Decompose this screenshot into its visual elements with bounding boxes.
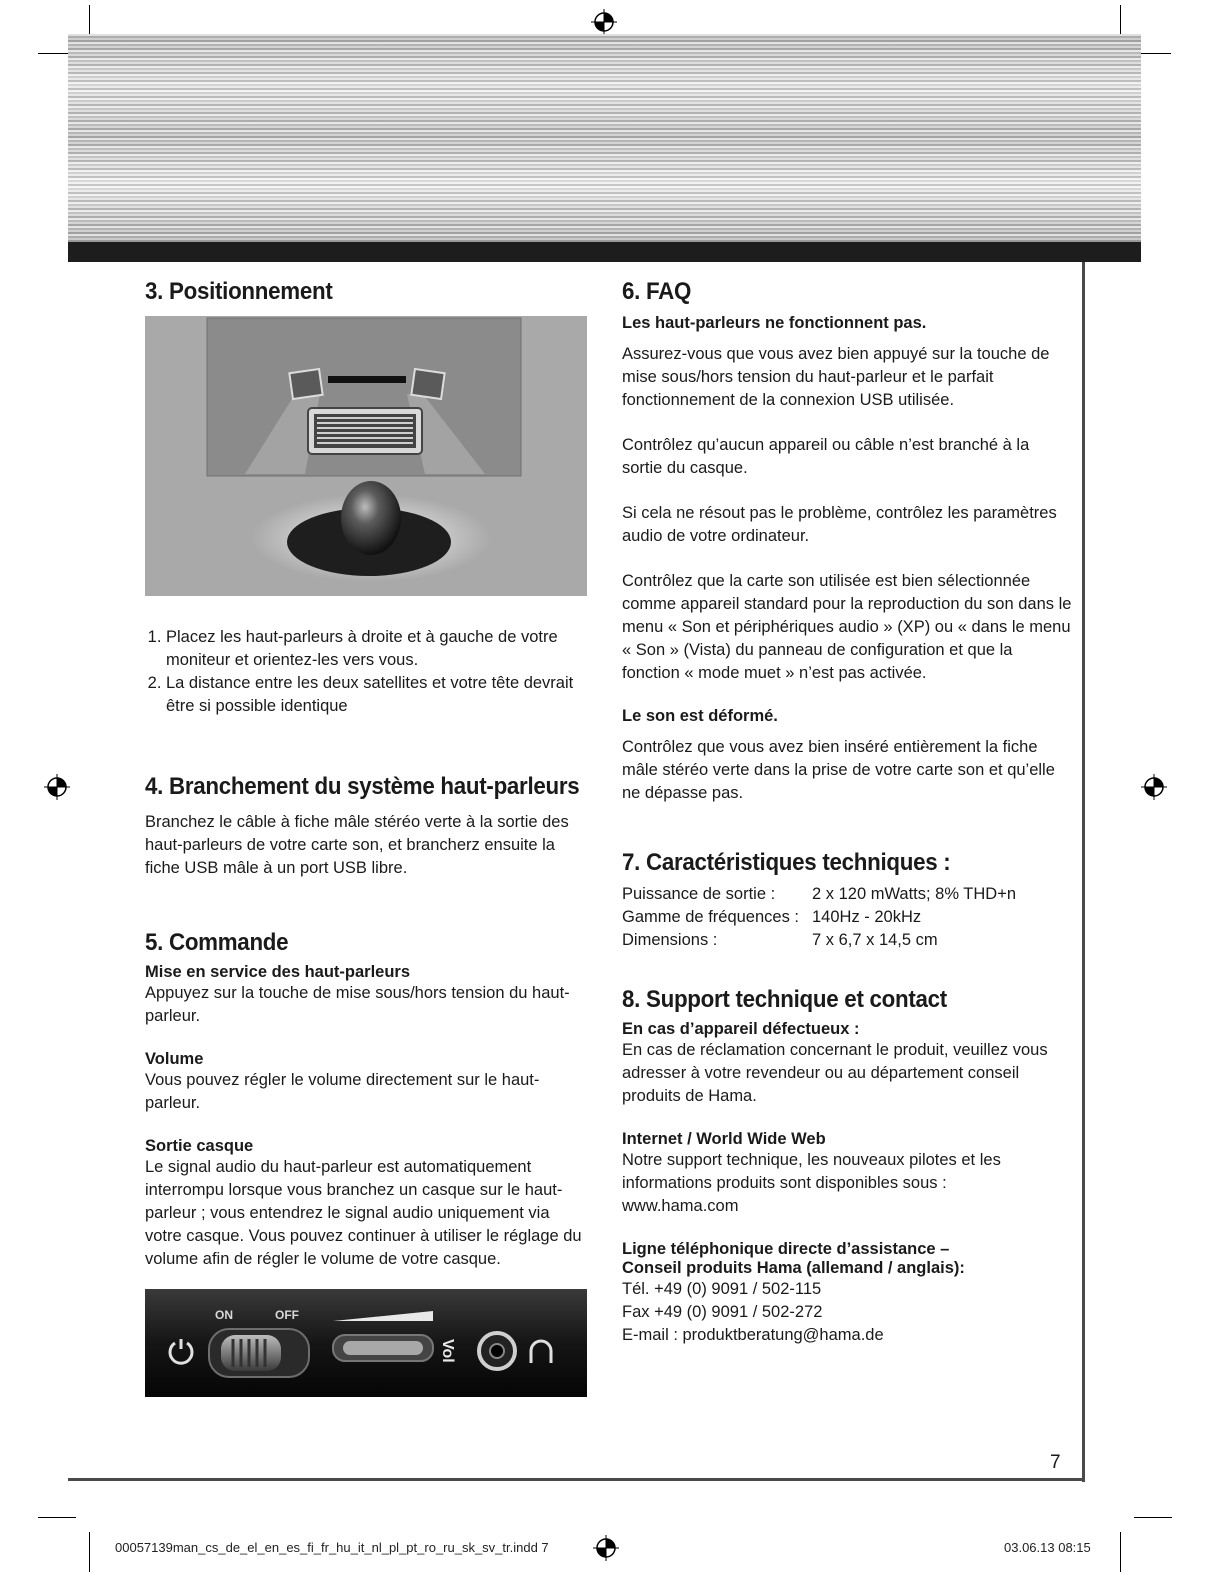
volume-text: Vous pouvez régler le volume directement sur le haut-parleur. [145, 1071, 540, 1112]
mise-text: Appuyez sur la touche de mise sous/hors tension du haut-parleur. [145, 984, 570, 1025]
spec-key: Puissance de sortie : [622, 885, 776, 903]
spec-value: 7 x 6,7 x 14,5 cm [812, 931, 938, 949]
section-8-title: 8. Support technique et contact [622, 986, 947, 1013]
registration-mark-icon [44, 774, 70, 800]
section-7-title: 7. Caractéristiques techniques : [622, 849, 951, 876]
positioning-diagram [145, 316, 587, 596]
right-column [622, 278, 1072, 1347]
banner-bar [68, 242, 1141, 262]
registration-mark-icon [1141, 774, 1167, 800]
page-frame-bottom [68, 1478, 1085, 1481]
crop-mark [89, 1532, 90, 1572]
email-address[interactable]: E-mail : produktberatung@hama.de [622, 1326, 884, 1344]
spec-key: Gamme de fréquences : [622, 908, 800, 926]
table-row [622, 929, 1016, 952]
speaker-controls-photo [145, 1289, 587, 1397]
faq-question-2: Le son est déformé. [622, 707, 778, 725]
list-item: 1. Placez les haut-parleurs à droite et à gauche de votre moniteur et orientez-les vers vous. [166, 626, 590, 672]
spec-value: 2 x 120 mWatts; 8% THD+n [812, 885, 1017, 903]
volume-heading: Volume [145, 1050, 204, 1068]
web-url-link[interactable]: www.hama.com [622, 1197, 739, 1215]
positioning-illustration [145, 316, 587, 596]
casque-heading: Sortie casque [145, 1137, 254, 1155]
page-frame-right [1082, 262, 1085, 1482]
section-3-title: 3. Positionnement [145, 278, 333, 305]
brushed-metal-banner [68, 34, 1141, 242]
section-5-title: 5. Commande [145, 929, 289, 956]
faq-question-1: Les haut-parleurs ne fonctionnent pas. [622, 314, 927, 332]
footer-filename: 00057139man_cs_de_el_en_es_fi_fr_hu_it_nl_pl_pt_ro_ru_sk_sv_tr.indd 7 [115, 1540, 549, 1555]
defect-text: En cas de réclamation concernant le produit, veuillez vous adresser à votre revendeur ou au département conseil produits de Hama. [622, 1041, 1048, 1105]
crop-mark [38, 53, 68, 54]
spec-value: 140Hz - 20kHz [812, 908, 922, 926]
section-4-text: Branchez le câble à fiche mâle stéréo verte à la sortie des haut-parleurs de votre carte son, et brancherz ensuite la fiche USB mâle à un port USB libre. [145, 813, 569, 877]
fax-number: Fax +49 (0) 9091 / 502-272 [622, 1303, 823, 1321]
web-heading: Internet / World Wide Web [622, 1130, 826, 1148]
on-label: ON [215, 1308, 233, 1322]
casque-text: Le signal audio du haut-parleur est automatiquement interrompu lorsque vous branchez un casque sur le haut-parleur ; vous entendrez le signal audio uniquement via votre casque. Vous pouvez continuer à utiliser le réglage du volume afin de régler le volume de votre casque. [145, 1158, 582, 1268]
crop-mark [1141, 53, 1171, 54]
footer-date: 03.06.13 08:15 [1004, 1540, 1091, 1555]
faq-q1-paragraph-2: Contrôlez qu’aucun appareil ou câble n’est branché à la sortie du casque. [622, 436, 1030, 477]
table-row [622, 883, 1016, 906]
speaker-controls-drawing [145, 1289, 587, 1397]
section-4-title: 4. Branchement du système haut-parleurs [145, 773, 580, 800]
faq-q1-paragraph-4: Contrôlez que la carte son utilisée est bien sélectionnée comme appareil standard pour la reproduction du son dans le menu « Son et périphériques audio » (XP) ou « dans le menu « Son » (Vista) du panneau de configuration et que la fonction « mode muet » n’est pas activée. [622, 572, 1072, 682]
spec-table [622, 883, 1016, 952]
web-text: Notre support technique, les nouveaux pilotes et les informations produits sont disponibles sous : [622, 1151, 1001, 1192]
hotline-heading-line-1: Ligne téléphonique directe d’assistance – [622, 1240, 950, 1258]
crop-mark [1120, 1532, 1121, 1572]
left-column [145, 278, 590, 1397]
crop-mark [38, 1517, 76, 1518]
crop-mark [1134, 1517, 1172, 1518]
mise-heading: Mise en service des haut-parleurs [145, 963, 411, 981]
tel-number: Tél. +49 (0) 9091 / 502-115 [622, 1280, 822, 1298]
table-row [622, 906, 1016, 929]
page-number: 7 [1050, 1452, 1061, 1473]
faq-q1-paragraph-3: Si cela ne résout pas le problème, contrôlez les paramètres audio de votre ordinateur. [622, 504, 1057, 545]
registration-mark-icon [593, 1535, 619, 1561]
defect-heading: En cas d’appareil défectueux : [622, 1020, 860, 1038]
volume-wheel[interactable] [343, 1341, 423, 1355]
hotline-heading-line-2: Conseil produits Hama (allemand / anglais): [622, 1259, 965, 1277]
faq-q1-paragraph-1: Assurez-vous que vous avez bien appuyé sur la touche de mise sous/hors tension du haut-parleur et le parfait fonctionnement de la connexion USB utilisée. [622, 345, 1050, 409]
list-item: 2. La distance entre les deux satellites et votre tête devrait être si possible identique [166, 672, 590, 718]
positioning-steps [145, 626, 590, 718]
spec-key: Dimensions : [622, 931, 718, 949]
registration-mark-icon [591, 9, 617, 35]
off-label: OFF [275, 1308, 299, 1322]
vol-label: Vol [439, 1339, 456, 1363]
faq-q2-paragraph-1: Contrôlez que vous avez bien inséré entièrement la fiche mâle stéréo verte dans la prise de votre carte son et qu’elle ne dépasse pas. [622, 738, 1055, 802]
power-switch[interactable] [221, 1335, 281, 1371]
section-6-title: 6. FAQ [622, 278, 692, 305]
